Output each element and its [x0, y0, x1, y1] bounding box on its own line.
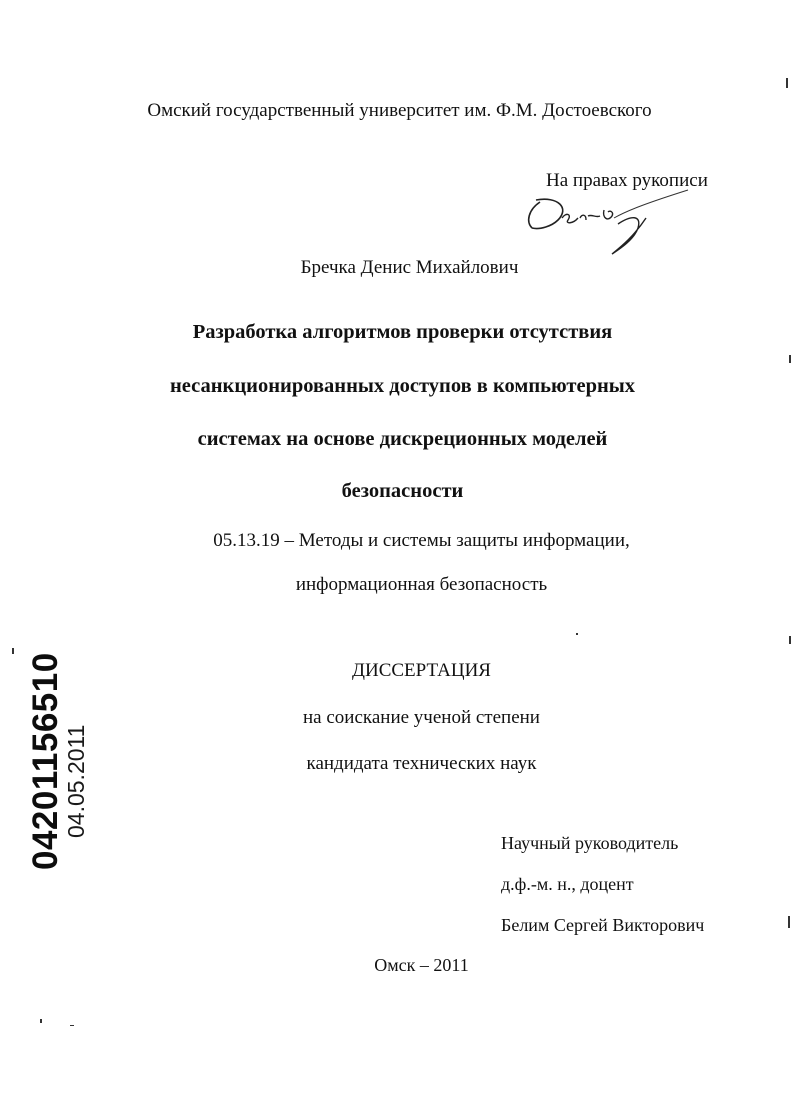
supervisor-role: Научный руководитель [501, 833, 679, 853]
scan-speck [12, 648, 14, 654]
scan-speck [576, 633, 578, 635]
supervisor-degree: д.ф.-м. н., доцент [501, 874, 634, 894]
specialty-line-2: информационная безопасность [295, 574, 548, 595]
place-year: Омск – 2011 [374, 955, 469, 975]
library-stamp-number: 04201156510 [26, 652, 65, 870]
author-name: Бречка Денис Михайлович [300, 257, 519, 278]
supervisor-name: Белим Сергей Викторович [501, 915, 705, 935]
scan-speck [789, 636, 791, 644]
scan-speck [786, 78, 788, 88]
title-line-2: несанкционированных доступов в компьютерных [169, 375, 636, 397]
scan-speck [789, 355, 791, 363]
document-type: ДИССЕРТАЦИЯ [352, 660, 491, 681]
scan-speck [788, 916, 790, 928]
title-line-1: Разработка алгоритмов проверки отсутствия [192, 321, 613, 343]
university-name: Омский государственный университет им. Ф.М. Достоевского [147, 100, 652, 121]
manuscript-rights-note: На правах рукописи [546, 170, 708, 191]
scan-speck [40, 1019, 42, 1023]
degree-line-2: кандидата технических наук [306, 753, 537, 774]
author-signature [518, 188, 698, 260]
degree-line-1: на соискание ученой степени [303, 707, 540, 728]
title-line-4: безопасности [341, 480, 464, 502]
scan-speck [70, 1025, 74, 1026]
library-stamp-date: 04.05.2011 [63, 724, 89, 838]
title-line-3: системах на основе дискреционных моделей [197, 428, 608, 450]
specialty-line-1: 05.13.19 – Методы и системы защиты информации, [213, 530, 630, 551]
